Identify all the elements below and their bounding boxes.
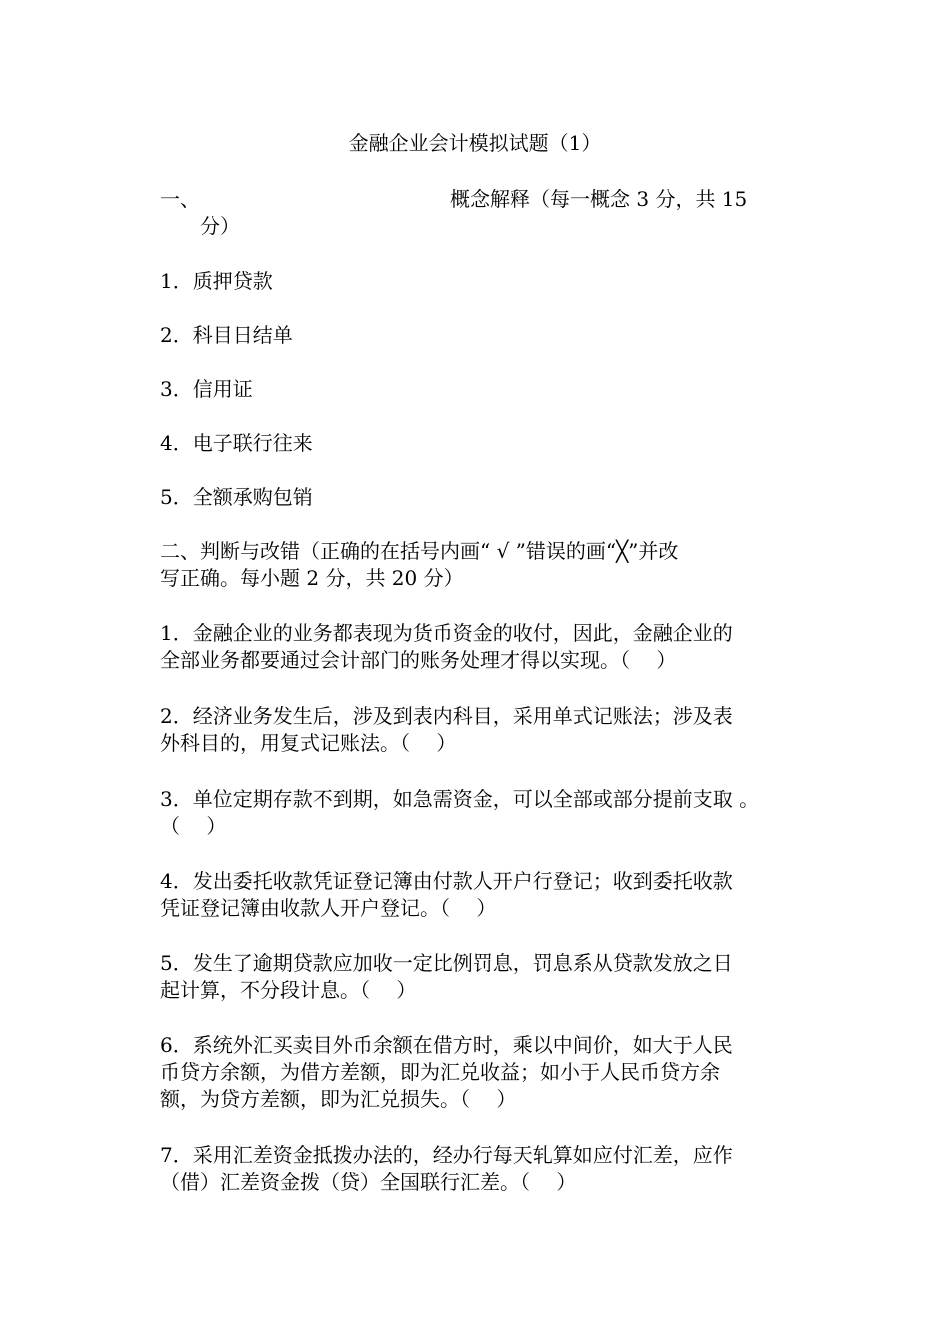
section1-number: 一、	[160, 187, 200, 211]
question-line: 全部业务都要通过会计部门的账务处理才得以实现。（ ）	[160, 648, 677, 672]
question-line: 5．发生了逾期贷款应加收一定比例罚息，罚息系从贷款发放之日	[160, 951, 733, 975]
question-line: 额，为贷方差额，即为汇兑损失。（ ）	[160, 1087, 517, 1111]
question-line: 7．采用汇差资金抵拨办法的，经办行每天轧算如应付汇差，应作	[160, 1143, 733, 1167]
section1-heading: 概念解释（每一概念 3 分，共 15	[450, 187, 748, 211]
section2-heading	[160, 538, 810, 592]
page-title: 金融企业会计模拟试题（1）	[348, 131, 602, 155]
question-line: 1．金融企业的业务都表现为货币资金的收付，因此，金融企业的	[160, 621, 733, 645]
concept-item: 4．电子联行往来	[160, 431, 313, 455]
concept-item: 1．质押贷款	[160, 269, 273, 293]
question-line: （借）汇差资金拨（贷）全国联行汇差。（ ）	[160, 1170, 577, 1194]
judgment-question	[160, 868, 810, 922]
judgment-question	[160, 1142, 810, 1196]
judgment-question	[160, 950, 810, 1004]
question-line: （ ）	[160, 814, 227, 838]
judgment-question	[160, 1032, 810, 1113]
concept-item: 3．信用证	[160, 377, 253, 401]
question-line: 凭证登记簿由收款人开户登记。（ ）	[160, 896, 497, 920]
question-line: 起计算，不分段计息。（ ）	[160, 978, 417, 1002]
section2-heading-line: 二、判断与改错（正确的在括号内画“ √ ”错误的画“╳”并改	[160, 539, 679, 563]
question-line: 2．经济业务发生后，涉及到表内科目，采用单式记账法；涉及表	[160, 704, 733, 728]
judgment-question	[160, 786, 810, 840]
judgment-question	[160, 703, 810, 757]
concept-item: 2．科目日结单	[160, 323, 293, 347]
question-line: 6．系统外汇买卖目外币余额在借方时，乘以中间价，如大于人民	[160, 1033, 733, 1057]
judgment-question	[160, 620, 810, 674]
question-line: 3．单位定期存款不到期，如急需资金，可以全部或部分提前支取 。	[160, 787, 760, 811]
concept-item: 5．全额承购包销	[160, 485, 313, 509]
question-line: 外科目的，用复式记账法。（ ）	[160, 731, 457, 755]
section2-heading-line: 写正确。每小题 2 分，共 20 分）	[160, 566, 464, 590]
question-line: 币贷方余额，为借方差额，即为汇兑收益；如小于人民币贷方余	[160, 1060, 720, 1084]
section1-heading-cont: 分）	[200, 214, 240, 238]
question-line: 4．发出委托收款凭证登记簿由付款人开户行登记；收到委托收款	[160, 869, 733, 893]
